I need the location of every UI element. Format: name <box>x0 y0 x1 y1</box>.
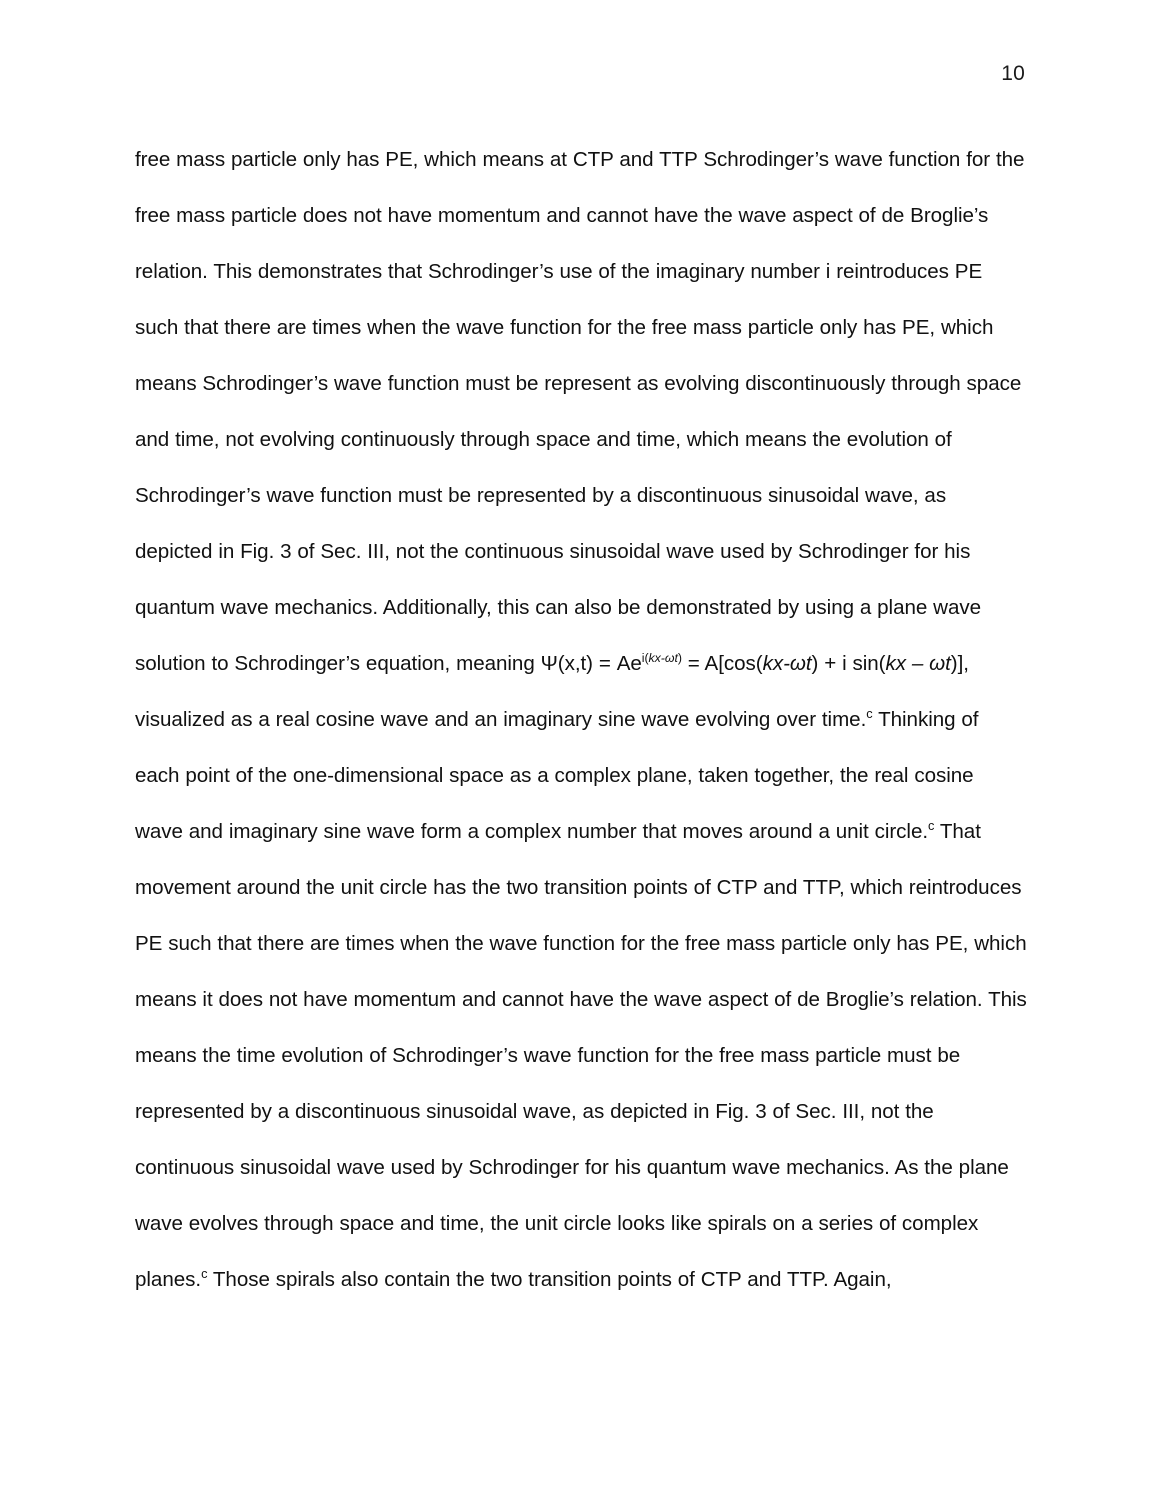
equation-sin-argument: kx – ωt <box>885 652 951 675</box>
equation-cos-argument: kx-ωt <box>762 652 812 675</box>
footnote-marker-3: c <box>201 1266 208 1282</box>
exponent-open: i( <box>641 651 649 666</box>
equation-after-cos: ) + i sin( <box>811 652 886 675</box>
exponent-close: ) <box>677 651 682 666</box>
paragraph-segment-2: visualized as a real cosine wave and an imaginary sine wave evolving over time. <box>135 708 867 731</box>
footnote-marker-2: c <box>928 818 935 834</box>
footnote-marker-1: c <box>866 706 873 722</box>
paragraph-segment-5: Those spirals also contain the two transition points of CTP and TTP. Again, <box>207 1268 892 1291</box>
body-text-block <box>135 132 1027 1308</box>
page-number: 10 <box>1001 62 1025 85</box>
paragraph-segment-1: free mass particle only has PE, which means at CTP and TTP Schrodinger’s wave function for the free mass particle does not have momentum and cannot have the wave aspect of de Broglie’s relation. This demonstrates that Schrodinger’s use of the imaginary number i reintroduces PE such that there are times when the wave function for the free mass particle only has PE, which means Schrodinger’s wave function must be represent as evolving discontinuously through space and time, not evolving continuously through space and time, which means the evolution of Schrodinger’s wave function must be represented by a discontinuous sinusoidal wave, as depicted in Fig. 3 of Sec. III, not the continuous sinusoidal wave used by Schrodinger for his quantum wave mechanics. Additionally, this can also be demonstrated by using a plane wave solution to Schrodinger’s equation, meaning <box>135 148 1025 675</box>
paragraph-segment-4: That movement around the unit circle has the two transition points of CTP and TTP, which reintroduces PE such that there are times when the wave function for the free mass particle only has PE, which means it does not have momentum and cannot have the wave aspect of de Broglie’s relation. This means the time evolution of Schrodinger’s wave function for the free mass particle must be represented by a discontinuous sinusoidal wave, as depicted in Fig. 3 of Sec. III, not the continuous sinusoidal wave used by Schrodinger for his quantum wave mechanics. As the plane wave evolves through space and time, the unit circle looks like spirals on a series of complex planes. <box>135 820 1027 1291</box>
exponent-math: kx-ωt <box>648 651 678 666</box>
equation-after-sin: )], <box>950 652 969 675</box>
body-paragraph <box>135 132 1027 1308</box>
equation-psi-term: Ψ(x,t) = Ae <box>540 652 642 675</box>
paragraph-segment-3: Thinking of each point of the one-dimensional space as a complex plane, taken together, the real cosine wave and imaginary sine wave form a complex number that moves around a unit circle. <box>135 708 979 843</box>
inline-equation <box>541 652 969 675</box>
equation-exponent <box>642 651 682 665</box>
equation-middle: = A[cos( <box>681 652 763 675</box>
